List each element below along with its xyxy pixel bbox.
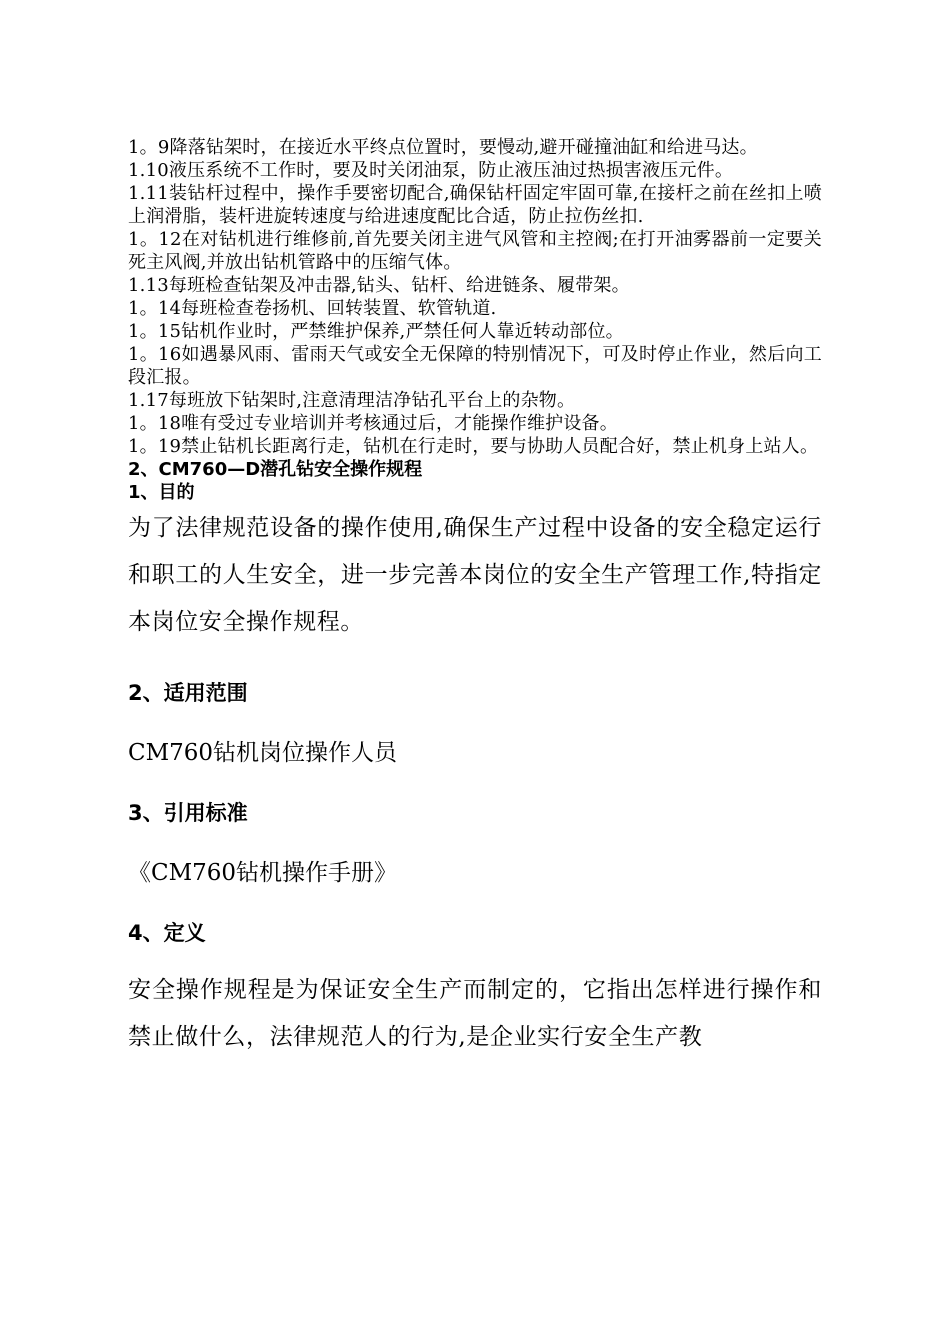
definition-body: 安全操作规程是为保证安全生产而制定的，它指出怎样进行操作和禁止做什么，法律规范人的行为,是企业实行安全生产教 [128,977,822,1050]
item-1-11: 1.11装钻杆过程中，操作手要密切配合,确保钻杆固定牢固可靠,在接杆之前在丝扣上喷上润滑脂，装杆进旋转速度与给进速度配比合适，防止拉伤丝扣. [128,183,822,227]
item-1-15: 1。15钻机作业时，严禁维护保养,严禁任何人靠近转动部位。 [128,321,624,342]
item-1-18: 1。18唯有受过专业培训并考核通过后，才能操作维护设备。 [128,413,618,434]
chapter-title: 2、CM760—D潜孔钻安全操作规程 [128,459,423,480]
item-1-17: 1.17每班放下钻架时,注意清理洁净钻孔平台上的杂物。 [128,390,576,411]
item-1-14: 1。14每班检查卷扬机、回转装置、软管轨道. [128,298,497,319]
document-page [128,136,822,1061]
reference-heading: 3、引用标准 [128,801,248,825]
item-1-13: 1.13每班检查钻架及冲击器,钻头、钻杆、给进链条、履带架。 [128,275,630,296]
scope-body: CM760钻机岗位操作人员 [128,740,398,766]
item-1-9: 1。9降落钻架时，在接近水平终点位置时，要慢动,避开碰撞油缸和给进马达。 [128,137,758,158]
purpose-heading: 1、目的 [128,482,195,503]
item-1-16: 1。16如遇暴风雨、雷雨天气或安全无保障的特别情况下，可及时停止作业，然后向工段汇报。 [128,344,822,388]
item-1-19: 1。19禁止钻机长距离行走，钻机在行走时，要与协助人员配合好，禁止机身上站人。 [128,436,819,457]
item-1-12: 1。12在对钻机进行维修前,首先要关闭主进气风管和主控阀;在打开油雾器前一定要关死主风阀,并放出钻机管路中的压缩气体。 [128,229,822,273]
reference-body: 《CM760钻机操作手册》 [128,860,398,886]
purpose-body: 为了法律规范设备的操作使用,确保生产过程中设备的安全稳定运行和职工的人生安全，进一步完善本岗位的安全生产管理工作,特指定本岗位安全操作规程。 [128,515,822,635]
scope-heading: 2、适用范围 [128,681,248,705]
item-1-10: 1.10液压系统不工作时，要及时关闭油泵，防止液压油过热损害液压元件。 [128,160,734,181]
definition-heading: 4、定义 [128,921,206,945]
